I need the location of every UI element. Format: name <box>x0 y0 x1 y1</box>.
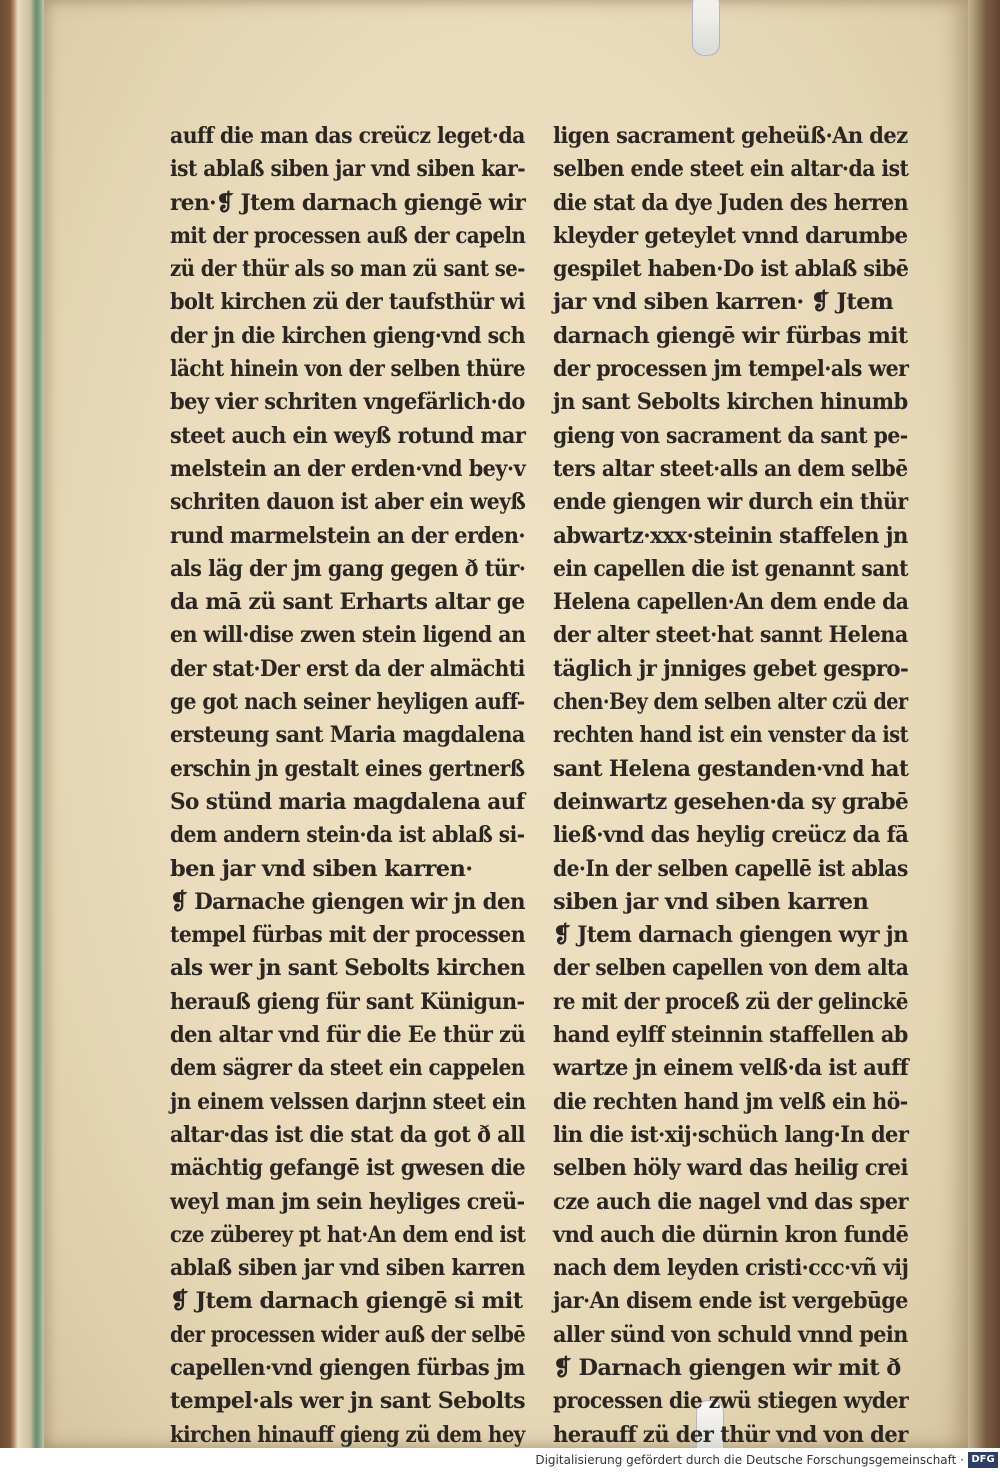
text-line: deinwartz gesehen·da sy grabē <box>553 788 909 815</box>
text-line: kleyder geteylet vnnd darumbe <box>553 222 908 249</box>
text-line: cze auch die nagel vnd das sper <box>553 1188 909 1215</box>
footer-bar <box>0 1448 1000 1474</box>
text-line: en will·dise zwen stein ligend an <box>170 622 526 649</box>
text-line: lächt hinein von der selben thüre <box>170 356 525 383</box>
text-line: weyl man jm sein heyliges creü- <box>170 1188 525 1215</box>
text-line: jn sant Sebolts kirchen hinumb <box>553 389 908 416</box>
text-line: jar·An disem ende ist vergebūge <box>553 1288 908 1315</box>
text-line: schriten dauon ist aber ein weyß <box>170 489 526 516</box>
text-line: der processen jm tempel·als wer <box>553 356 909 383</box>
text-line: ge got nach seiner heyligen auff- <box>170 689 525 716</box>
text-line: ❡ Darnach giengen wir mit ð <box>553 1354 901 1381</box>
text-line: die rechten hand jm velß ein hö- <box>553 1088 908 1115</box>
text-line: rechten hand ist ein venster da ist <box>553 722 909 749</box>
text-line: ablaß siben jar vnd siben karren <box>170 1255 526 1282</box>
text-line: jar vnd siben karren· ❡ Jtem <box>553 289 894 316</box>
text-line: da mā zü sant Erharts altar ge <box>170 589 525 616</box>
text-line: mächtig gefangē ist gwesen die <box>170 1155 526 1182</box>
book-edge-left <box>0 0 50 1448</box>
text-line: kirchen hinauff gieng zü dem hey <box>170 1421 525 1448</box>
text-line: altar·das ist die stat da got ð all <box>170 1121 525 1148</box>
text-line: mit der processen auß der capeln <box>170 222 526 249</box>
text-line: re mit der proceß zü der gelinckē <box>553 988 908 1015</box>
text-line: steet auch ein weyß rotund mar <box>170 422 526 449</box>
text-line: ben jar vnd siben karren· <box>170 855 473 882</box>
text-line: wartze jn einem velß·da ist auff <box>553 1055 909 1082</box>
text-line: melstein an der erden·vnd bey·v <box>170 455 526 482</box>
text-line: erschin jn gestalt eines gertnerß <box>170 755 525 782</box>
text-column-right <box>553 120 908 1452</box>
text-line: ligen sacrament geheüß·An dez <box>553 123 908 149</box>
text-line: selben höly ward das heilig crei <box>553 1155 908 1182</box>
text-line: selben ende steet ein altar·da ist <box>553 156 909 183</box>
text-line: siben jar vnd siben karren <box>553 888 869 915</box>
text-line: darnach giengē wir fürbas mit <box>553 322 908 349</box>
text-line: ende giengen wir durch ein thür <box>553 489 908 516</box>
text-line: rund marmelstein an der erden· <box>170 522 526 549</box>
text-line: den altar vnd für die Ee thür zü <box>170 1022 526 1049</box>
text-line: ist ablaß siben jar vnd siben kar- <box>170 156 526 183</box>
text-line: täglich jr jnniges gebet gespro- <box>553 655 909 682</box>
text-line: nach dem leyden cristi·ccc·vñ vij <box>553 1255 909 1282</box>
book-edge-right <box>966 0 1000 1448</box>
text-line: ters altar steet·alls an dem selbē <box>553 455 908 482</box>
text-line: ein capellen die ist genannt sant <box>553 555 908 582</box>
text-line: tempel·als wer jn sant Sebolts <box>170 1388 526 1415</box>
text-line: ❡ Darnache giengen wir jn den <box>170 888 525 915</box>
text-line: bey vier schriten vngefärlich·do <box>170 389 525 416</box>
text-line: de·In der selben capellē ist ablas <box>553 855 908 882</box>
text-line: der stat·Der erst da der almächti <box>170 655 525 682</box>
text-line: vnd auch die dürnin kron fundē <box>553 1221 909 1248</box>
text-line: ❡ Jtem darnach giengen wyr jn <box>553 922 909 949</box>
text-line: ❡ Jtem darnach giengē si mit <box>170 1288 523 1315</box>
text-line: chen·Bey dem selben alter czü der <box>553 689 908 716</box>
text-line: gespilet haben·Do ist ablaß sibē <box>553 256 909 283</box>
text-line: ren·❡ Jtem darnach giengē wir <box>170 189 526 216</box>
text-line: aller sünd von schuld vnnd pein <box>553 1321 908 1348</box>
text-line: herauff zü der thür vnd von der <box>553 1421 908 1448</box>
text-line: auff die man das creücz leget·da <box>170 123 525 149</box>
text-line: der alter steet·hat sannt Helena <box>553 622 908 649</box>
text-line: zü der thür als so man zü sant se- <box>170 256 525 283</box>
text-line: jn einem velssen darjnn steet ein <box>170 1088 526 1115</box>
text-line: lin die ist·xij·schüch lang·In der <box>553 1121 909 1148</box>
text-line: ersteung sant Maria magdalena <box>170 722 525 749</box>
text-line: sant Helena gestanden·vnd hat <box>553 755 909 782</box>
text-line: tempel fürbas mit der processen <box>170 922 525 949</box>
text-line: abwartz·xxx·steinin staffelen jn <box>553 522 908 549</box>
text-line: hand eylff steinnin staffellen ab <box>553 1022 908 1049</box>
text-line: dem sägrer da steet ein cappelen <box>170 1055 525 1082</box>
text-column-left <box>170 120 525 1452</box>
text-line: gieng von sacrament da sant pe- <box>553 422 908 449</box>
text-line: als läg der jm gang gegen ð tür· <box>170 555 526 582</box>
text-line: capellen·vnd giengen fürbas jm <box>170 1354 525 1381</box>
text-line: herauß gieng für sant Künigun- <box>170 988 525 1015</box>
text-line: die stat da dye Juden des herren <box>553 189 909 216</box>
page-clip-top <box>692 0 720 56</box>
text-line: der jn die kirchen gieng·vnd sch <box>170 322 526 349</box>
text-line: processen die zwü stiegen wyder <box>553 1388 909 1415</box>
footer-credit: Digitalisierung gefördert durch die Deutsche Forschungsgemeinschaft · <box>535 1453 964 1467</box>
text-line: ließ·vnd das heylig creücz da fā <box>553 822 909 849</box>
text-line: cze züberey pt hat·An dem end ist <box>170 1221 526 1248</box>
dfg-logo: DFG <box>968 1452 998 1468</box>
text-line: als wer jn sant Sebolts kirchen <box>170 955 526 982</box>
text-line: bolt kirchen zü der taufsthür wi <box>170 289 525 316</box>
text-line: der selben capellen von dem alta <box>553 955 909 982</box>
text-line: dem andern stein·da ist ablaß si- <box>170 822 525 849</box>
text-line: Helena capellen·An dem ende da <box>553 589 909 616</box>
text-line: So stünd maria magdalena auf <box>170 788 525 815</box>
text-line: der processen wider auß der selbē <box>170 1321 526 1348</box>
